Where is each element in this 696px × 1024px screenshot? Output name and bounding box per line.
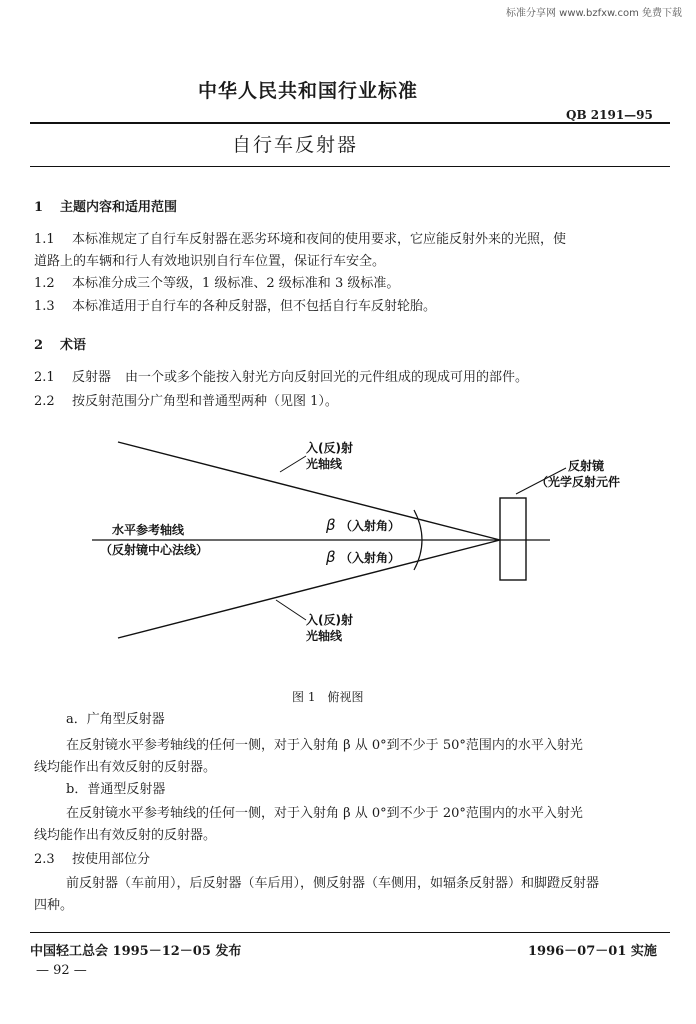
- item-number: 2.1: [34, 370, 55, 385]
- item-number: 1.3: [34, 299, 55, 314]
- reflector-label-1: 反射镜: [568, 459, 605, 473]
- paragraph-2-3-body-cont: 四种。: [34, 898, 74, 913]
- figure-1-diagram: [0, 420, 696, 670]
- item-text: 本标准规定了自行车反射器在恶劣环境和夜间的使用要求，它应能反射外来的光照，使: [72, 232, 567, 247]
- lower-ray-label-2: 光轴线: [306, 629, 343, 643]
- figure-caption: 图 1 俯视图: [292, 690, 364, 704]
- axis-label-1: 水平参考轴线: [112, 523, 185, 537]
- title-rule: [30, 166, 670, 167]
- paragraph-2-3: [34, 850, 150, 870]
- paragraph-2-2: [34, 392, 338, 412]
- item-text: 本标准分成三个等级，1 级标准、2 级标准和 3 级标准。: [72, 276, 400, 291]
- section-title: 主题内容和适用范围: [60, 200, 178, 215]
- paragraph-1-3: [34, 297, 436, 317]
- term: 反射器: [72, 370, 112, 385]
- section-2-heading: [34, 334, 86, 353]
- item-number: 1.2: [34, 276, 55, 291]
- beta-upper: β: [326, 516, 336, 534]
- issuer-date: 中国轻工总会 1995－12－05 发布: [30, 944, 242, 959]
- axis-label-2: （反射镜中心法线）: [100, 543, 209, 557]
- paragraph-1-2: [34, 274, 399, 294]
- angle-label-upper: （入射角）: [340, 519, 401, 533]
- item-number: 2.2: [34, 394, 55, 409]
- type-a-text-cont: 线均能作出有效反射的反射器。: [34, 760, 217, 775]
- footer-rule: [30, 932, 670, 933]
- document-title: 自行车反射器: [232, 134, 359, 156]
- item-text: 按使用部位分: [72, 852, 151, 867]
- item-number: 2.3: [34, 852, 55, 867]
- section-1-heading: [34, 196, 177, 215]
- type-b-label: b．普通型反射器: [66, 782, 166, 797]
- item-number: 1.1: [34, 232, 55, 247]
- type-a-text: 在反射镜水平参考轴线的任何一侧，对于入射角 β 从 0°到不少于 50°范围内的水平入射光: [66, 738, 583, 753]
- section-title: 术语: [60, 338, 87, 353]
- section-number: 1: [34, 200, 44, 215]
- upper-ray-label-2: 光轴线: [306, 457, 343, 471]
- beta-lower: β: [326, 548, 336, 566]
- header-rule: [30, 122, 670, 124]
- definition: 由一个或多个能按入射光方向反射回光的元件组成的现成可用的部件。: [125, 370, 529, 385]
- angle-label-lower: （入射角）: [340, 551, 401, 565]
- paragraph-1-1-cont: 道路上的车辆和行人有效地识别自行车位置，保证行车安全。: [34, 254, 386, 269]
- standard-number: QB 2191—95: [566, 108, 653, 122]
- paragraph-2-1: [34, 368, 528, 388]
- lower-label-leader: [276, 600, 306, 620]
- item-text: 本标准适用于自行车的各种反射器，但不包括自行车反射轮胎。: [72, 299, 437, 314]
- standard-title: 中华人民共和国行业标准: [198, 80, 419, 102]
- type-b-text-cont: 线均能作出有效反射的反射器。: [34, 828, 217, 843]
- reflector-label-2: （光学反射元件: [536, 475, 621, 489]
- paragraph-1-1: [34, 230, 566, 250]
- item-text: 按反射范围分广角型和普通型两种（见图 1）。: [72, 394, 338, 409]
- paragraph-2-3-body: 前反射器（车前用），后反射器（车后用），侧反射器（车侧用，如辐条反射器）和脚蹬反射器: [66, 876, 600, 891]
- upper-label-leader: [280, 456, 306, 472]
- page-number: — 92 —: [36, 963, 87, 978]
- reflector-rectangle: [500, 498, 526, 580]
- effective-date: 1996－07－01 实施: [528, 944, 657, 959]
- upper-ray-label-1: 入(反)射: [306, 441, 353, 455]
- watermark: 标准分享网 www.bzfxw.com 免费下载: [506, 8, 682, 19]
- lower-ray-label-1: 入(反)射: [306, 613, 353, 627]
- type-a-label: a．广角型反射器: [66, 712, 165, 727]
- section-number: 2: [34, 338, 44, 353]
- type-b-text: 在反射镜水平参考轴线的任何一侧，对于入射角 β 从 0°到不少于 20°范围内的水平入射光: [66, 806, 583, 821]
